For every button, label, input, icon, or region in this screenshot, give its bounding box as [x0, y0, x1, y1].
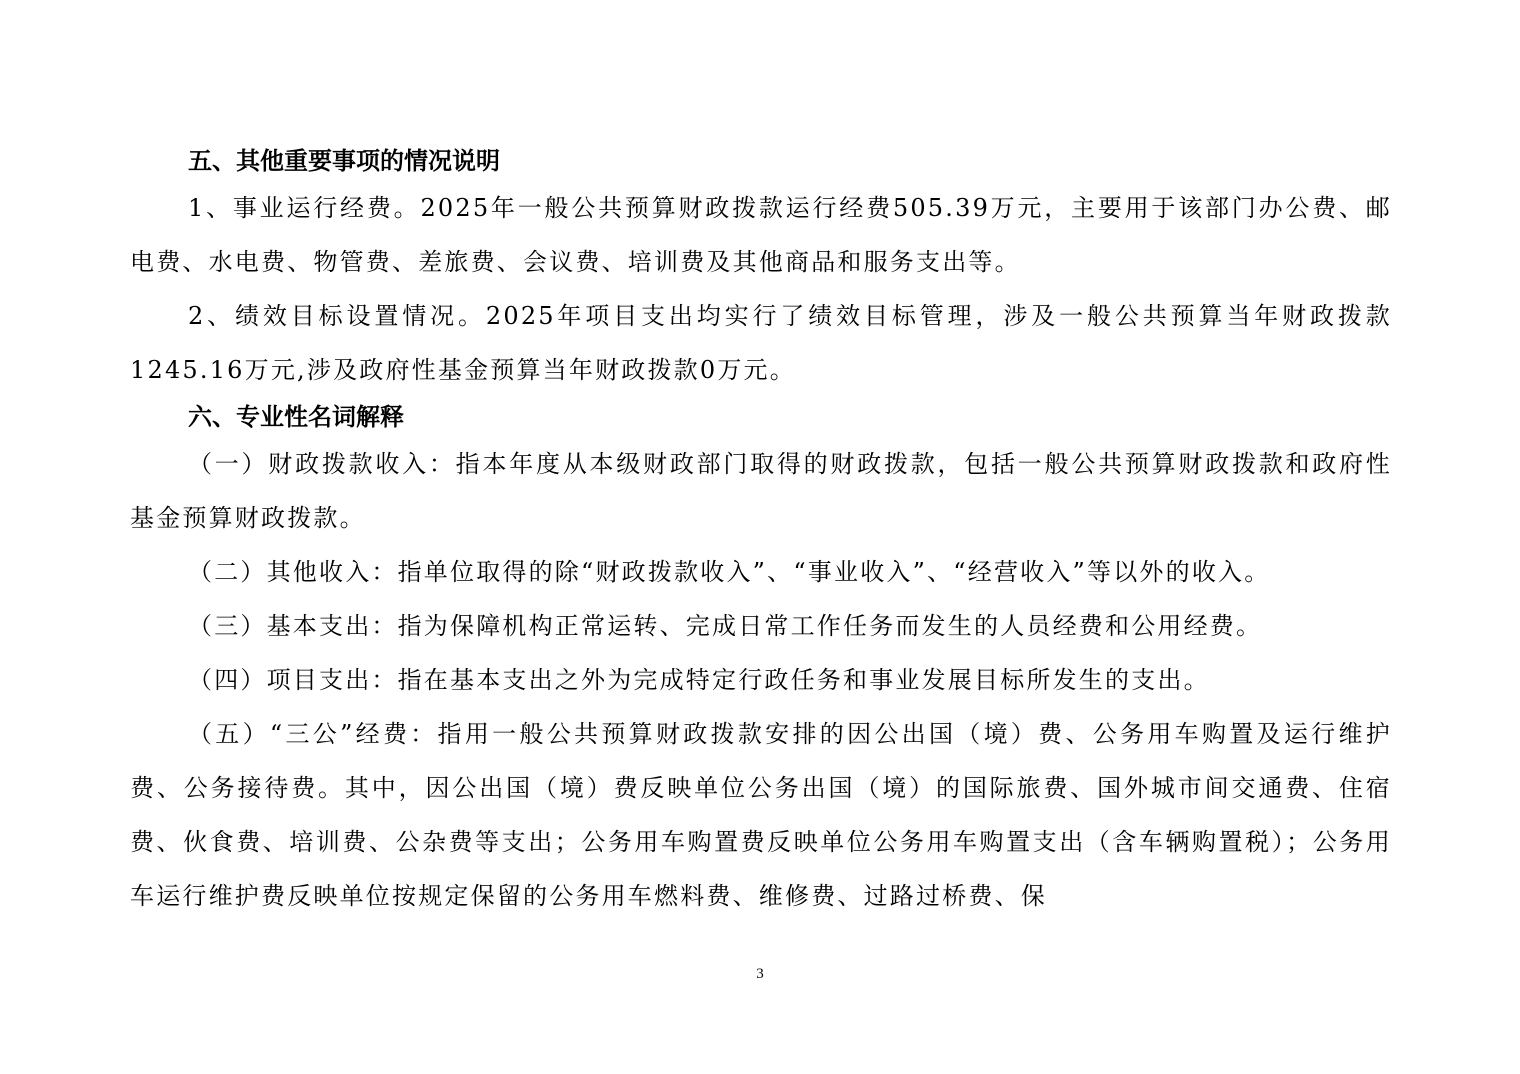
paragraph-three-public-expenses: （五）“三公”经费：指用一般公共预算财政拨款安排的因公出国（境）费、公务用车购置及运行维护费、公务接待费。其中，因公出国（境）费反映单位公务出国（境）的国际旅费、国外城市间交通费、住宿费、伙食费、培训费、公杂费等支出；公务用车购置费反映单位公务用车购置支出（含车辆购置税）；公务用车运行维护费反映单位按规定保留的公务用车燃料费、维修费、过路过桥费、保	[130, 720, 1392, 910]
paragraph-operating-expenses: 1、事业运行经费。2025年一般公共预算财政拨款运行经费505.39万元，主要用于该部门办公费、邮电费、水电费、物管费、差旅费、会议费、培训费及其他商品和服务支出等。	[130, 194, 1392, 276]
paragraph-performance-targets: 2、绩效目标设置情况。2025年项目支出均实行了绩效目标管理，涉及一般公共预算当年财政拨款1245.16万元,涉及政府性基金预算当年财政拨款0万元。	[130, 302, 1392, 384]
section-heading-glossary: 六、专业性名词解释	[188, 403, 404, 431]
section-glossary	[130, 397, 1392, 923]
section-heading-other-matters: 五、其他重要事项的情况说明	[188, 147, 500, 175]
paragraph-project-expenditure: （四）项目支出：指在基本支出之外为完成特定行政任务和事业发展目标所发生的支出。	[188, 666, 1210, 694]
section-other-matters	[130, 141, 1392, 397]
document-page	[130, 141, 1392, 923]
paragraph-fiscal-appropriation-income: （一）财政拨款收入：指本年度从本级财政部门取得的财政拨款，包括一般公共预算财政拨款和政府性基金预算财政拨款。	[130, 450, 1392, 532]
page-number: 3	[756, 966, 764, 982]
paragraph-basic-expenditure: （三）基本支出：指为保障机构正常运转、完成日常工作任务而发生的人员经费和公用经费。	[188, 612, 1263, 640]
paragraph-other-income: （二）其他收入：指单位取得的除“财政拨款收入”、“事业收入”、“经营收入”等以外的收入。	[188, 558, 1271, 586]
